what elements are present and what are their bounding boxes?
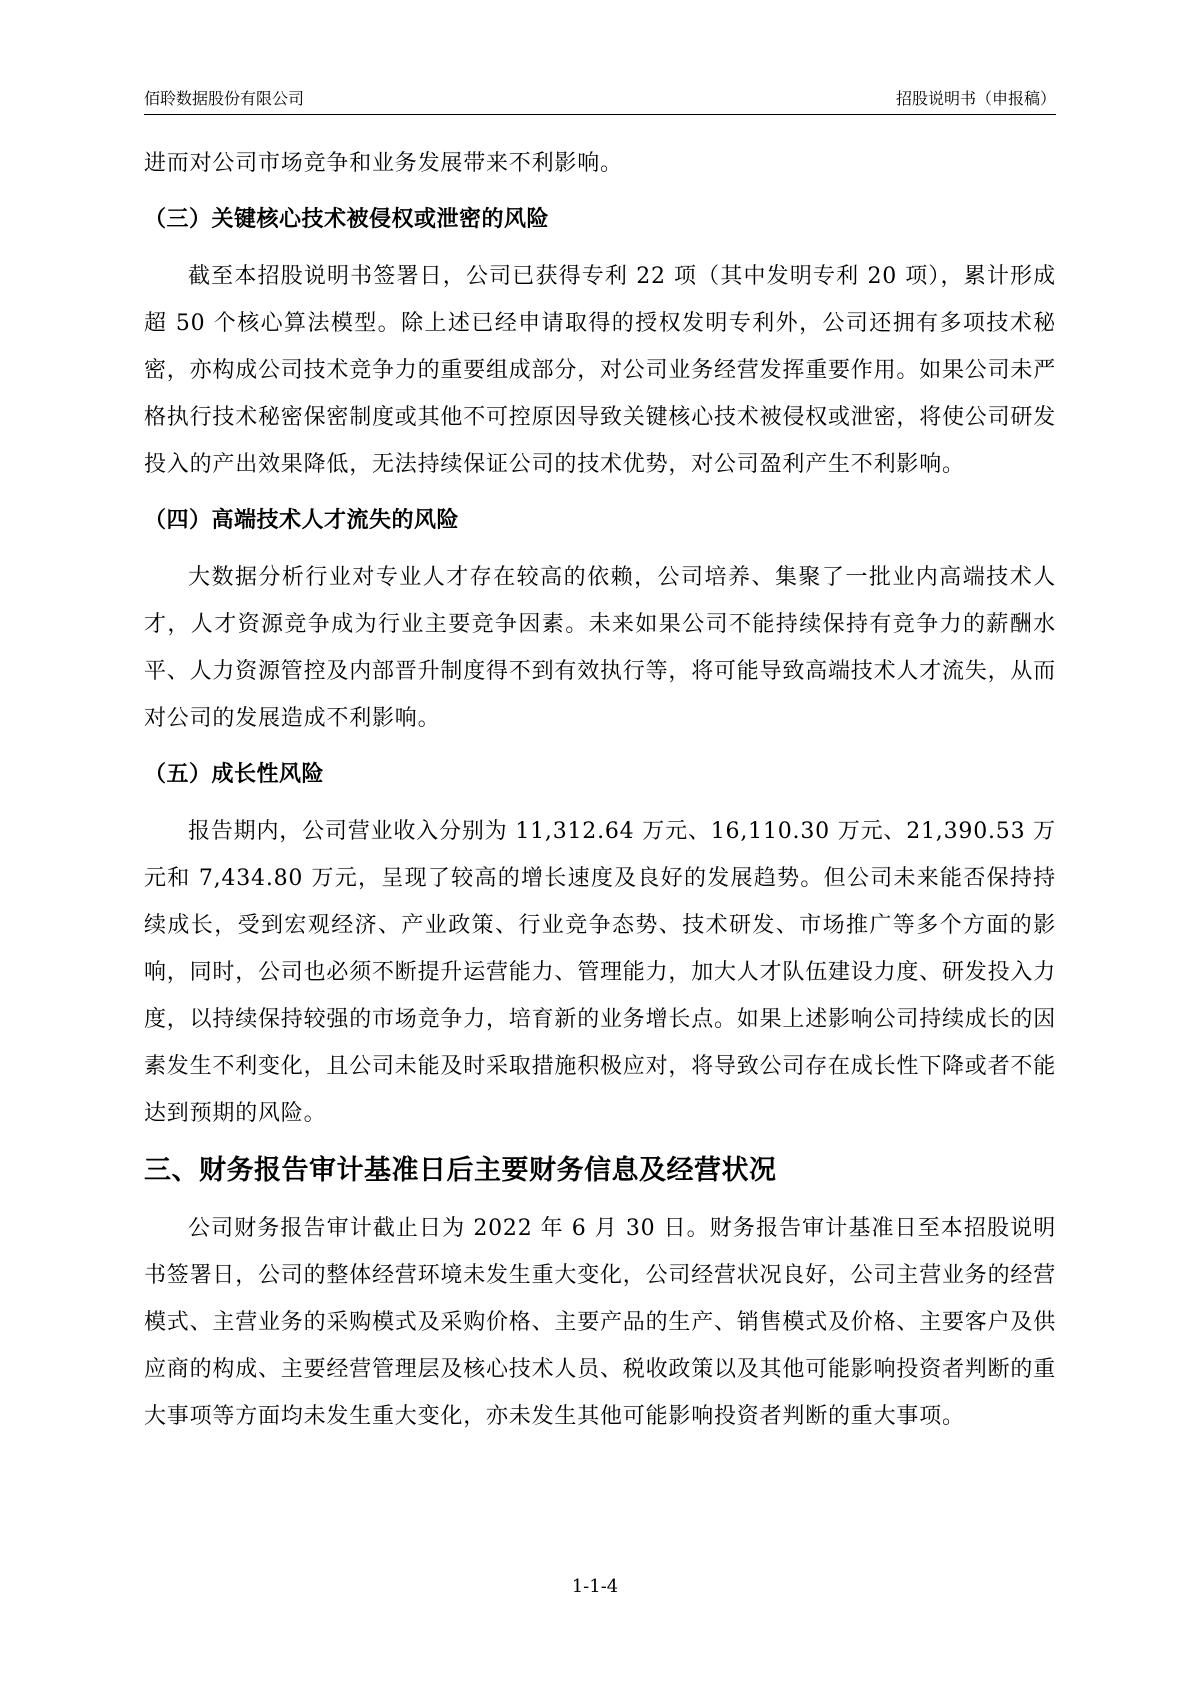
page-number: 1-1-4 bbox=[571, 1576, 619, 1597]
heading-talent-loss-risk: （四）高端技术人才流失的风险 bbox=[144, 508, 460, 533]
heading-core-tech-risk: （三）关键核心技术被侵权或泄密的风险 bbox=[144, 207, 550, 232]
paragraph-post-audit-financials: 公司财务报告审计截止日为 2022 年 6 月 30 日。财务报告审计基准日至本招股说明书签署日，公司的整体经营环境未发生重大变化，公司经营状况良好，公司主营业务的经营模式、主营业务的采购模式及采购价格、主要产品的生产、销售模式及价格、主要客户及供应商的构成、主要经营管理层及核心技术人员、税收政策以及其他可能影响投资者判断的重大事项等方面均未发生重大变化，亦未发生其他可能影响投资者判断的重大事项。 bbox=[144, 1216, 1057, 1429]
paragraph-core-tech-risk: 截至本招股说明书签署日，公司已获得专利 22 项（其中发明专利 20 项），累计形成超 50 个核心算法模型。除上述已经申请取得的授权发明专利外，公司还拥有多项技术秘密，亦构成公司技术竞争力的重要组成部分，对公司业务经营发挥重要作用。如果公司未严格执行技术秘密保密制度或其他不可控原因导致关键核心技术被侵权或泄密，将使公司研发投入的产出效果降低，无法持续保证公司的技术优势，对公司盈利产生不利影响。 bbox=[144, 264, 1057, 477]
header-company-name: 佰聆数据股份有限公司 bbox=[144, 89, 305, 108]
document-body bbox=[144, 140, 1056, 1440]
header-document-title: 招股说明书（申报稿） bbox=[895, 89, 1056, 108]
paragraph-continuation: 进而对公司市场竞争和业务发展带来不利影响。 bbox=[144, 151, 623, 176]
page-header bbox=[144, 80, 1056, 115]
paragraph-talent-loss-risk: 大数据分析行业对专业人才存在较高的依赖，公司培养、集聚了一批业内高端技术人才，人才资源竞争成为行业主要竞争因素。未来如果公司不能持续保持有竞争力的薪酬水平、人力资源管控及内部晋升制度得不到有效执行等，将可能导致高端技术人才流失，从而对公司的发展造成不利影响。 bbox=[144, 565, 1057, 731]
heading-post-audit-financials: 三、财务报告审计基准日后主要财务信息及经营状况 bbox=[144, 1155, 777, 1186]
paragraph-growth-risk: 报告期内，公司营业收入分别为 11,312.64 万元、16,110.30 万元、21,390.53 万元和 7,434.80 万元，呈现了较高的增长速度及良好的发展趋势。但公司未来能否保持持续成长，受到宏观经济、产业政策、行业竞争态势、技术研发、市场推广等多个方面的影响，同时，公司也必须不断提升运营能力、管理能力，加大人才队伍建设力度、研发投入力度，以持续保持较强的市场竞争力，培育新的业务增长点。如果上述影响公司持续成长的因素发生不利变化，且公司未能及时采取措施积极应对，将导致公司存在成长性下降或者不能达到预期的风险。 bbox=[144, 819, 1057, 1126]
heading-growth-risk: （五）成长性风险 bbox=[144, 762, 325, 787]
